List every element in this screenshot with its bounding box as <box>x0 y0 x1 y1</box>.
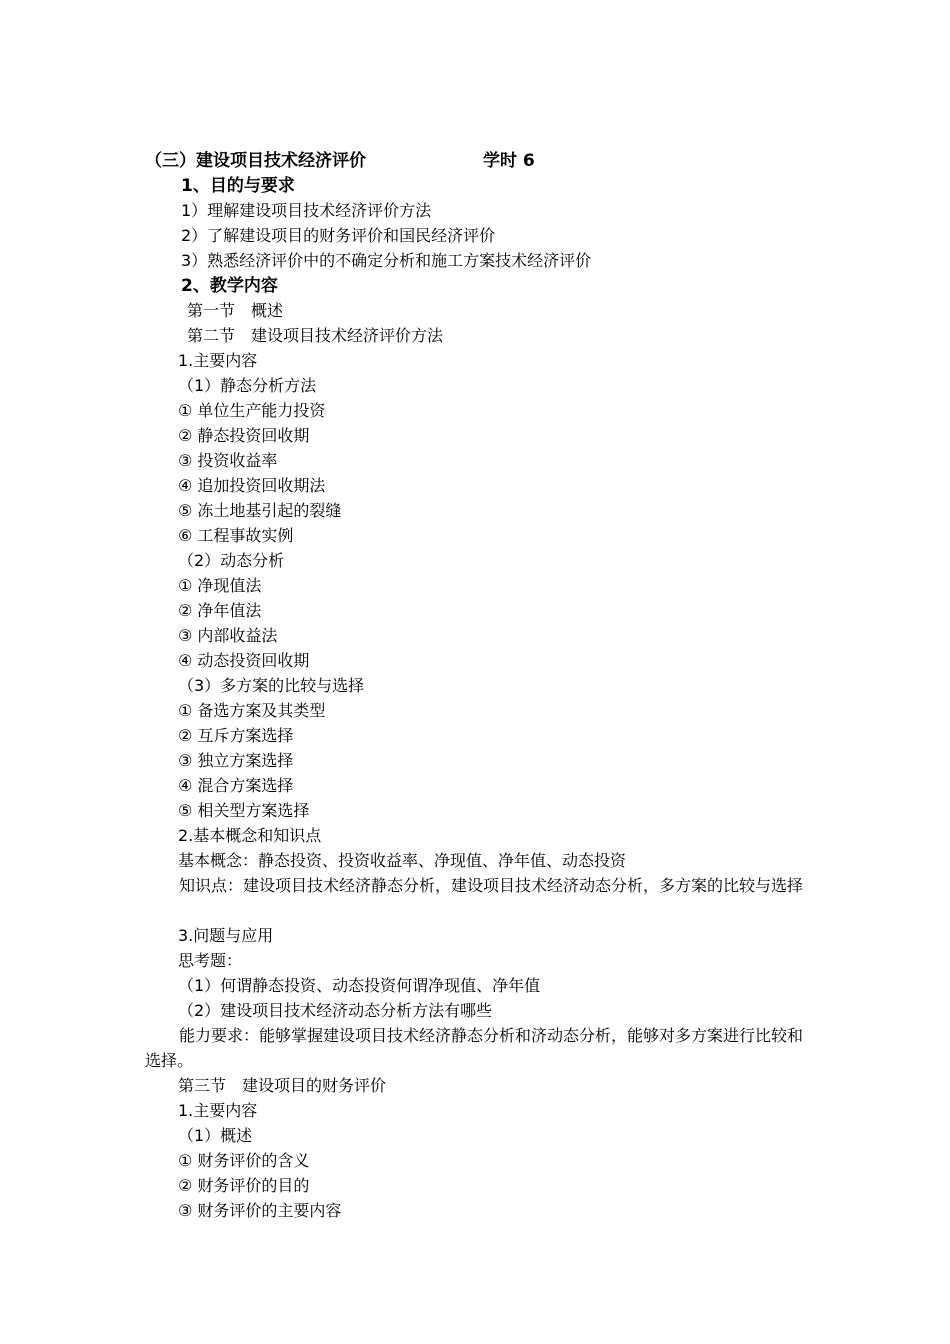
section-heading-objectives: 1、目的与要求 <box>181 176 295 196</box>
question-item: （2）建设项目技术经济动态分析方法有哪些 <box>178 1001 493 1020</box>
chapter-hours: 学时 6 <box>483 151 535 171</box>
basic-concepts-text: 基本概念：静态投资、投资收益率、净现值、净年值、动态投资 <box>178 851 627 870</box>
node-heading: 第一节 概述 <box>187 301 284 320</box>
ability-requirement-paragraph <box>145 1023 810 1073</box>
list-item: ② 净年值法 <box>178 601 262 620</box>
thinking-label: 思考题： <box>178 951 243 970</box>
list-item: ② 互斥方案选择 <box>178 726 294 745</box>
objective-item: 2）了解建设项目的财务评价和国民经济评价 <box>181 226 496 245</box>
chapter-heading <box>145 151 535 171</box>
list-item: ③ 财务评价的主要内容 <box>178 1201 342 1220</box>
topic-heading: （1）概述 <box>178 1126 253 1145</box>
objective-item: 1）理解建设项目技术经济评价方法 <box>181 201 432 220</box>
topic-heading: （1）静态分析方法 <box>178 376 317 395</box>
knowledge-points-text: 知识点：建设项目技术经济静态分析，建设项目技术经济动态分析，多方案的比较与选择 <box>179 876 804 895</box>
section-heading-content: 2、教学内容 <box>181 276 278 296</box>
node-heading: 第三节 建设项目的财务评价 <box>178 1076 387 1095</box>
ability-requirement-text: 能力要求：能够掌握建设项目技术经济静态分析和济动态分析，能够对多方案进行比较和选择。 <box>145 1026 804 1070</box>
list-item: ③ 独立方案选择 <box>178 751 294 770</box>
subsection-heading: 2.基本概念和知识点 <box>178 826 322 845</box>
list-item: ⑤ 冻土地基引起的裂缝 <box>178 501 342 520</box>
knowledge-points-paragraph <box>145 873 810 898</box>
list-item: ② 静态投资回收期 <box>178 426 310 445</box>
list-item: ④ 混合方案选择 <box>178 776 294 795</box>
list-item: ① 净现值法 <box>178 576 262 595</box>
list-item: ① 单位生产能力投资 <box>178 401 326 420</box>
chapter-title: （三）建设项目技术经济评价 <box>145 151 366 171</box>
node-heading: 第二节 建设项目技术经济评价方法 <box>187 326 444 345</box>
topic-heading: （3）多方案的比较与选择 <box>178 676 365 695</box>
list-item: ④ 追加投资回收期法 <box>178 476 326 495</box>
objective-item: 3）熟悉经济评价中的不确定分析和施工方案技术经济评价 <box>181 251 592 270</box>
question-item: （1）何谓静态投资、动态投资何谓净现值、净年值 <box>178 976 541 995</box>
list-item: ④ 动态投资回收期 <box>178 651 310 670</box>
list-item: ② 财务评价的目的 <box>178 1176 310 1195</box>
list-item: ① 备选方案及其类型 <box>178 701 326 720</box>
list-item: ③ 内部收益法 <box>178 626 278 645</box>
list-item: ③ 投资收益率 <box>178 451 278 470</box>
list-item: ① 财务评价的含义 <box>178 1151 310 1170</box>
list-item: ⑤ 相关型方案选择 <box>178 801 310 820</box>
subsection-heading: 1.主要内容 <box>178 1101 258 1120</box>
list-item: ⑥ 工程事故实例 <box>178 526 294 545</box>
topic-heading: （2）动态分析 <box>178 551 285 570</box>
subsection-heading: 3.问题与应用 <box>178 926 274 945</box>
subsection-heading: 1.主要内容 <box>178 351 258 370</box>
